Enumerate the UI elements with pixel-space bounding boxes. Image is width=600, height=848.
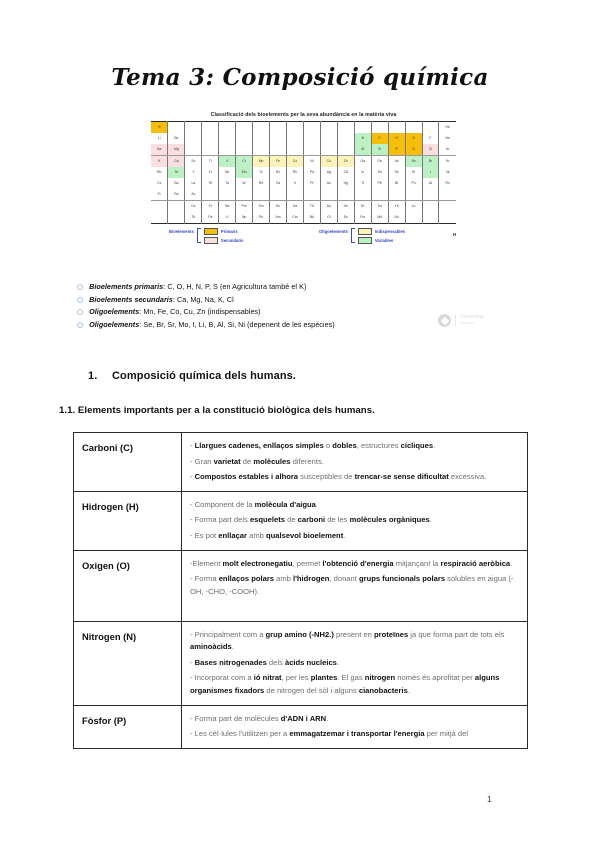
bullet-circle-icon: ○ — [77, 295, 84, 304]
periodic-cell-P: P — [388, 144, 405, 156]
periodic-cell-Pb: Pb — [371, 178, 388, 189]
periodic-cell-empty — [337, 133, 354, 144]
periodic-cell-Ti: Ti — [202, 156, 219, 168]
periodic-cell-empty — [405, 212, 422, 224]
periodic-cell-empty — [388, 189, 405, 201]
periodic-cell-Hg: Hg — [337, 178, 354, 189]
periodic-table — [151, 121, 456, 224]
periodic-cell-empty — [439, 201, 456, 213]
description-line: - Principalment com a grup amino (-NH2.) present en proteïnes ja que forma part de tots els aminoàcids. — [190, 629, 505, 652]
periodic-cell-Ru: Ru — [270, 167, 287, 178]
periodic-cell-Lu: Lu — [405, 201, 422, 213]
periodic-cell-Re: Re — [253, 178, 270, 189]
description-line: - Compostos estables i alhora susceptibles de trencar-se sense dificultat excessiva. — [190, 472, 487, 482]
periodic-cell-empty — [320, 133, 337, 144]
periodic-cell-Th: Th — [185, 212, 202, 224]
legend-group-title: Oligoelements — [319, 229, 348, 234]
bullet-item — [77, 282, 507, 292]
periodic-cell-Bk: Bk — [303, 212, 320, 224]
periodic-cell-Co: Co — [287, 156, 304, 168]
periodic-cell-Li: Li — [151, 133, 168, 144]
periodic-cell-Au: Au — [320, 178, 337, 189]
periodic-cell-I: I — [422, 167, 439, 178]
legend-group-bioelements — [169, 228, 243, 244]
periodic-cell-empty — [168, 122, 185, 134]
description-line: - Incorporat com a ió nitrat, per les plantes. El gas nitrogen només és aprofitat per alguns organismes fixadors de nitrogen del sòl i alguns cianobacteris. — [190, 673, 500, 695]
periodic-cell-Er: Er — [354, 201, 371, 213]
periodic-cell-Ca: Ca — [168, 156, 185, 168]
bullet-item — [77, 295, 507, 305]
periodic-cell-Ba: Ba — [168, 178, 185, 189]
description-line: - Es pot enllaçar amb qualsevol bioelement. — [190, 530, 346, 540]
element-description-cell — [182, 491, 528, 550]
periodic-cell-Pm: Pm — [236, 201, 253, 213]
description-line: - Gran varietat de molècules diferents. — [190, 456, 324, 466]
element-description-cell — [182, 550, 528, 621]
periodic-cell-Ra: Ra — [168, 189, 185, 201]
periodic-cell-C: C — [371, 133, 388, 144]
periodic-cell-Hf: Hf — [202, 178, 219, 189]
bullet-text: Bioelements primaris: C, O, H, N, P, S (en Agricultura també el K) — [89, 282, 307, 291]
figure-legend — [151, 227, 456, 247]
description-line: - Forma enllaços polars amb l'hidrogen, donant grups funcionals polars solubles en aigua (-OH, -CHO, -COOH). — [190, 574, 514, 596]
legend-brace — [351, 228, 355, 243]
periodic-cell-Pa: Pa — [202, 212, 219, 224]
periodic-cell-empty — [270, 122, 287, 134]
periodic-cell-Sc: Sc — [185, 156, 202, 168]
periodic-cell-empty — [219, 189, 236, 201]
periodic-cell-empty — [422, 122, 439, 134]
periodic-cell-Cr: Cr — [236, 156, 253, 168]
periodic-table-figure — [151, 112, 456, 247]
periodic-cell-Dy: Dy — [320, 201, 337, 213]
periodic-cell-empty — [270, 133, 287, 144]
figure-caption: Classificació dels bioelements per la seva abundància en la matèria viva — [210, 112, 397, 118]
periodic-cell-Sb: Sb — [388, 167, 405, 178]
periodic-cell-Fe: Fe — [270, 156, 287, 168]
description-line: - Bases nitrogenades dels àcids nucleics. — [190, 657, 340, 667]
element-description-cell — [182, 433, 528, 492]
periodic-cell-empty — [253, 189, 270, 201]
legend-label: Secundaris — [220, 238, 244, 243]
periodic-cell-Ag: Ag — [320, 167, 337, 178]
periodic-cell-empty — [354, 122, 371, 134]
periodic-cell-Si: Si — [371, 144, 388, 156]
periodic-cell-Y: Y — [185, 167, 202, 178]
periodic-cell-empty — [253, 133, 270, 144]
bullet-circle-icon: ○ — [77, 308, 84, 316]
periodic-row — [151, 212, 456, 224]
periodic-cell-empty — [185, 144, 202, 156]
periodic-cell-empty — [337, 189, 354, 201]
page-title: Tema 3: Composició química — [111, 64, 489, 91]
periodic-cell-S: S — [405, 144, 422, 156]
periodic-cell-Cm: Cm — [287, 212, 304, 224]
periodic-cell-empty — [439, 212, 456, 224]
periodic-cell-empty — [388, 122, 405, 134]
periodic-row — [151, 133, 456, 144]
periodic-cell-empty — [287, 133, 304, 144]
heading-1-1: 1.1. Elements importants per a la constitució biològica dels humans. — [59, 405, 375, 416]
periodic-cell-empty — [202, 122, 219, 134]
periodic-cell-Ho: Ho — [337, 201, 354, 213]
periodic-cell-Yb: Yb — [388, 201, 405, 213]
element-description-cell — [182, 705, 528, 748]
periodic-cell-Ni: Ni — [303, 156, 320, 168]
periodic-row — [151, 144, 456, 156]
periodic-cell-Cf: Cf — [320, 212, 337, 224]
periodic-cell-He: He — [439, 122, 456, 134]
periodic-cell-empty — [422, 201, 439, 213]
periodic-cell-O: O — [405, 133, 422, 144]
periodic-cell-empty — [219, 122, 236, 134]
periodic-cell-empty — [270, 144, 287, 156]
periodic-cell-empty — [219, 144, 236, 156]
periodic-cell-At: At — [422, 178, 439, 189]
periodic-cell-K: K — [151, 156, 168, 168]
periodic-cell-empty — [236, 133, 253, 144]
periodic-cell-Ta: Ta — [219, 178, 236, 189]
periodic-cell-Gd: Gd — [287, 201, 304, 213]
periodic-row — [151, 178, 456, 189]
heading-1 — [88, 370, 296, 382]
periodic-cell-U: U — [219, 212, 236, 224]
legend-group-oligoelements — [319, 228, 405, 244]
periodic-cell-Se: Se — [405, 156, 422, 168]
periodic-cell-In: In — [354, 167, 371, 178]
periodic-row — [151, 156, 456, 168]
periodic-cell-Xe: Xe — [439, 167, 456, 178]
periodic-cell-Na: Na — [151, 144, 168, 156]
periodic-cell-Pu: Pu — [253, 212, 270, 224]
periodic-cell-empty — [337, 122, 354, 134]
periodic-cell-empty — [253, 122, 270, 134]
periodic-cell-Ac: Ac — [185, 189, 202, 201]
legend-swatch-variables — [358, 237, 372, 244]
periodic-cell-Rn: Rn — [439, 178, 456, 189]
legend-item — [358, 228, 405, 235]
periodic-cell-V: V — [219, 156, 236, 168]
periodic-cell-empty — [202, 133, 219, 144]
periodic-cell-Fr: Fr — [151, 189, 168, 201]
periodic-cell-empty — [151, 212, 168, 224]
periodic-row — [151, 189, 456, 201]
periodic-cell-empty — [337, 144, 354, 156]
periodic-cell-Pt: Pt — [303, 178, 320, 189]
periodic-cell-Tc: Tc — [253, 167, 270, 178]
periodic-cell-empty — [303, 133, 320, 144]
periodic-cell-Ir: Ir — [287, 178, 304, 189]
periodic-cell-Al: Al — [354, 144, 371, 156]
periodic-cell-empty — [320, 189, 337, 201]
periodic-cell-Ga: Ga — [354, 156, 371, 168]
watermark-text — [460, 315, 484, 327]
periodic-cell-Md: Md — [371, 212, 388, 224]
legend-swatch-primaris — [204, 228, 218, 235]
legend-brace — [197, 228, 201, 243]
periodic-cell-empty — [303, 122, 320, 134]
periodic-cell-empty — [270, 189, 287, 201]
watermark-sub: de Lleida — [460, 320, 474, 325]
periodic-cell-empty — [236, 122, 253, 134]
periodic-cell-empty — [168, 212, 185, 224]
periodic-cell-empty — [371, 122, 388, 134]
periodic-cell-Cu: Cu — [320, 156, 337, 168]
table-row — [74, 433, 528, 492]
periodic-cell-Es: Es — [337, 212, 354, 224]
periodic-cell-Os: Os — [270, 178, 287, 189]
periodic-row — [151, 167, 456, 178]
periodic-cell-N: N — [388, 133, 405, 144]
table-row — [74, 705, 528, 748]
legend-item — [358, 237, 405, 244]
periodic-cell-Tb: Tb — [303, 201, 320, 213]
heading-1-number: 1. — [88, 370, 98, 382]
legend-item — [204, 237, 244, 244]
periodic-cell-empty — [236, 144, 253, 156]
table-row — [74, 491, 528, 550]
bullet-circle-icon: ○ — [77, 283, 84, 291]
elements-table — [73, 432, 528, 749]
periodic-cell-empty — [405, 122, 422, 134]
periodic-cell-Te: Te — [405, 167, 422, 178]
periodic-cell-Nd: Nd — [219, 201, 236, 213]
element-description-cell — [182, 621, 528, 705]
bullet-circle-icon: ○ — [77, 320, 84, 329]
periodic-cell-Eu: Eu — [270, 201, 287, 213]
element-name-cell: Oxigen (O) — [74, 550, 182, 621]
periodic-cell-B: B — [354, 133, 371, 144]
description-line: - Component de la molècula d'aigua. — [190, 499, 319, 509]
periodic-cell-empty — [354, 189, 371, 201]
description-line: - Llargues cadenes, enllaços simples o dobles, estructures cícliques. — [190, 441, 436, 450]
periodic-cell-Mo: Mo — [236, 167, 253, 178]
periodic-cell-empty — [219, 133, 236, 144]
periodic-cell-Zr: Zr — [202, 167, 219, 178]
element-name-cell: Fòsfor (P) — [74, 705, 182, 748]
periodic-cell-Be: Be — [168, 133, 185, 144]
periodic-cell-Po: Po — [405, 178, 422, 189]
periodic-cell-Bi: Bi — [388, 178, 405, 189]
periodic-cell-Pd: Pd — [303, 167, 320, 178]
legend-extra-label: H — [452, 232, 456, 237]
periodic-cell-empty — [253, 144, 270, 156]
legend-label: Primaris — [220, 229, 238, 234]
periodic-cell-W: W — [236, 178, 253, 189]
periodic-cell-No: No — [388, 212, 405, 224]
periodic-cell-empty — [422, 212, 439, 224]
legend-item — [204, 228, 244, 235]
periodic-cell-empty — [202, 189, 219, 201]
legend-label: Variables — [374, 238, 394, 243]
periodic-cell-empty — [439, 189, 456, 201]
divider — [455, 315, 456, 326]
element-name-cell: Hidrogen (H) — [74, 491, 182, 550]
periodic-cell-empty — [168, 201, 185, 213]
periodic-cell-empty — [303, 144, 320, 156]
periodic-cell-Sr: Sr — [168, 167, 185, 178]
legend-swatch-secundaris — [204, 237, 218, 244]
periodic-cell-Tl: Tl — [354, 178, 371, 189]
periodic-cell-empty — [371, 189, 388, 201]
university-logo-icon — [438, 314, 451, 327]
periodic-cell-empty — [287, 189, 304, 201]
page-number: 1 — [487, 794, 492, 804]
bullet-text: Oligoelements: Se, Br, Sr, Mo, I, Li, B, Al, Si, Ni (depenent de les espècies) — [89, 319, 335, 329]
periodic-cell-Mg: Mg — [168, 144, 185, 156]
periodic-cell-Sn: Sn — [371, 167, 388, 178]
periodic-cell-empty — [202, 144, 219, 156]
bullet-text: Bioelements secundaris: Ca, Mg, Na, K, Cl — [89, 294, 234, 304]
description-line: -Element molt electronegatiu, permet l'obtenció d'energia mitjançant la respiració aeròbica. — [190, 558, 513, 568]
periodic-cell-Zn: Zn — [337, 156, 354, 168]
periodic-cell-empty — [185, 133, 202, 144]
periodic-cell-empty — [185, 122, 202, 134]
description-line: - Les cèl·lules l'utilitzen per a emmagatzemar i transportar l'energia per mitjà del — [190, 729, 469, 739]
periodic-cell-Rh: Rh — [287, 167, 304, 178]
periodic-cell-empty — [405, 189, 422, 201]
periodic-cell-Nb: Nb — [219, 167, 236, 178]
bullet-text: Oligoelements: Mn, Fe, Co, Cu, Zn (indispensables) — [89, 307, 261, 316]
legend-label: Indispensables — [374, 229, 406, 234]
periodic-cell-As: As — [388, 156, 405, 168]
table-row — [74, 550, 528, 621]
periodic-cell-empty — [422, 189, 439, 201]
periodic-cell-empty — [287, 122, 304, 134]
periodic-cell-La: La — [185, 178, 202, 189]
table-row — [74, 621, 528, 705]
periodic-cell-Np: Np — [236, 212, 253, 224]
legend-group-title: Bioelements — [169, 229, 194, 234]
heading-1-text: Composició química dels humans. — [112, 370, 297, 382]
periodic-cell-Kr: Kr — [439, 156, 456, 168]
periodic-cell-Ce: Ce — [185, 201, 202, 213]
periodic-cell-Br: Br — [422, 156, 439, 168]
watermark-name: Universitat — [460, 313, 484, 320]
periodic-cell-H: H — [151, 122, 168, 134]
periodic-cell-Ne: Ne — [439, 133, 456, 144]
element-name-cell: Nitrogen (N) — [74, 621, 182, 705]
periodic-cell-Cs: Cs — [151, 178, 168, 189]
periodic-cell-F: F — [422, 133, 439, 144]
periodic-cell-Cl: Cl — [422, 144, 439, 156]
periodic-cell-empty — [320, 122, 337, 134]
periodic-cell-empty — [236, 189, 253, 201]
periodic-cell-Tm: Tm — [371, 201, 388, 213]
periodic-cell-Fm: Fm — [354, 212, 371, 224]
periodic-row — [151, 122, 456, 134]
description-line: - Forma part dels esquelets de carboni de les molècules orgàniques. — [190, 515, 432, 525]
periodic-cell-Am: Am — [270, 212, 287, 224]
element-name-cell: Carboni (C) — [74, 433, 182, 492]
university-watermark — [438, 314, 484, 327]
periodic-cell-Mn: Mn — [253, 156, 270, 168]
periodic-cell-Ge: Ge — [371, 156, 388, 168]
periodic-cell-Pr: Pr — [202, 201, 219, 213]
periodic-cell-Ar: Ar — [439, 144, 456, 156]
legend-swatch-indispensables — [358, 228, 372, 235]
periodic-cell-Cd: Cd — [337, 167, 354, 178]
periodic-row — [151, 201, 456, 213]
periodic-cell-empty — [303, 189, 320, 201]
periodic-cell-empty — [320, 144, 337, 156]
periodic-cell-empty — [287, 144, 304, 156]
periodic-cell-empty — [151, 201, 168, 213]
periodic-cell-Rb: Rb — [151, 167, 168, 178]
description-line: - Forma part de molècules d'ADN i ARN. — [190, 713, 329, 723]
periodic-cell-Sm: Sm — [253, 201, 270, 213]
